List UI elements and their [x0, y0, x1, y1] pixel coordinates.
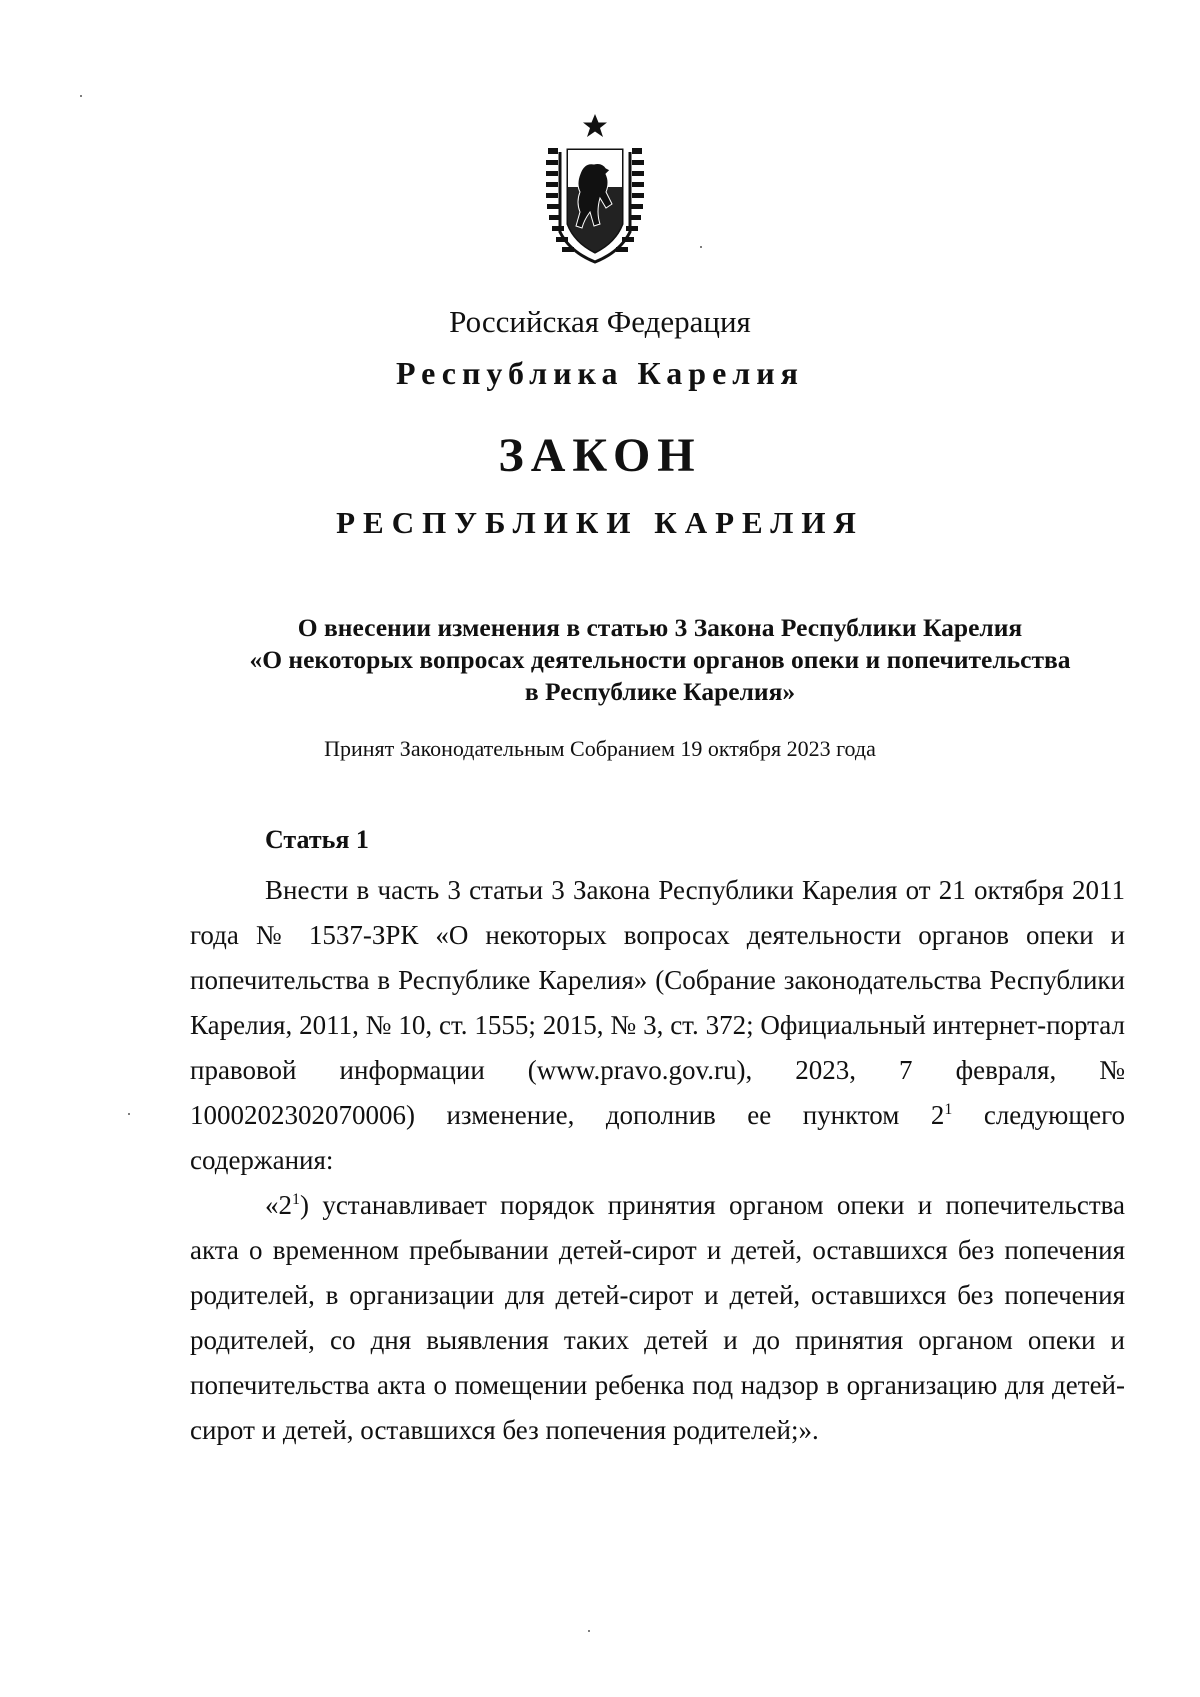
paragraph-1-superscript: 1 [944, 1101, 953, 1118]
adoption-note: Принят Законодательным Собранием 19 октября 2023 года [324, 736, 876, 761]
paragraph-2-text-start: «2 [265, 1190, 292, 1220]
scan-speck [80, 95, 82, 97]
law-title-line-1: О внесении изменения в статью 3 Закона Республики Карелия [297, 613, 1023, 642]
law-title-line-3: в Республике Карелия» [524, 677, 796, 706]
paragraph-1-text: Внести в часть 3 статьи 3 Закона Республики Карелия от 21 октября 2011 года № 1537-ЗРК «О некоторых вопросах деятельности органов опеки и попечительства в Республике Карелия» (Собрание законодательства Республики Карелия, 2011, № 10, ст. 1555; 2015, № 3, ст. 372; Официальный интернет-портал правовой информации (www.pravo.gov.ru), 2023, 7 февраля, № 1000202302070006) изменение, дополнив ее пунктом 2 [190, 875, 1125, 1130]
law-title-line-2: «О некоторых вопросах деятельности органов опеки и попечительства [249, 645, 1071, 674]
article-paragraph-2 [190, 1183, 1125, 1453]
scan-speck [700, 246, 702, 248]
scan-speck [128, 1113, 130, 1115]
article-body [190, 868, 1125, 1453]
document-issuer: РЕСПУБЛИКИ КАРЕЛИЯ [336, 505, 864, 540]
law-title [190, 612, 1130, 708]
coat-of-arms-emblem [540, 112, 650, 270]
republic-name: Республика Карелия [396, 355, 804, 391]
document-type: ЗАКОН [498, 429, 702, 482]
paragraph-2-text: ) устанавливает порядок принятия органом опеки и попечительства акта о временном пребывании детей-сирот и детей, оставшихся без попечения родителей, в организации для детей-сирот и детей, оставшихся без попечения родителей, со дня выявления таких детей и до принятия органом опеки и попечительства акта о помещении ребенка под надзор в организацию для детей-сирот и детей, оставшихся без попечения родителей;». [190, 1190, 1125, 1445]
article-paragraph-1 [190, 868, 1125, 1183]
scan-speck [588, 1630, 590, 1632]
article-heading: Статья 1 [265, 825, 369, 854]
country-name: Российская Федерация [449, 304, 751, 339]
paragraph-1-text-end: следующего содержания: [190, 1100, 1126, 1175]
paragraph-2-superscript: 1 [292, 1191, 300, 1208]
